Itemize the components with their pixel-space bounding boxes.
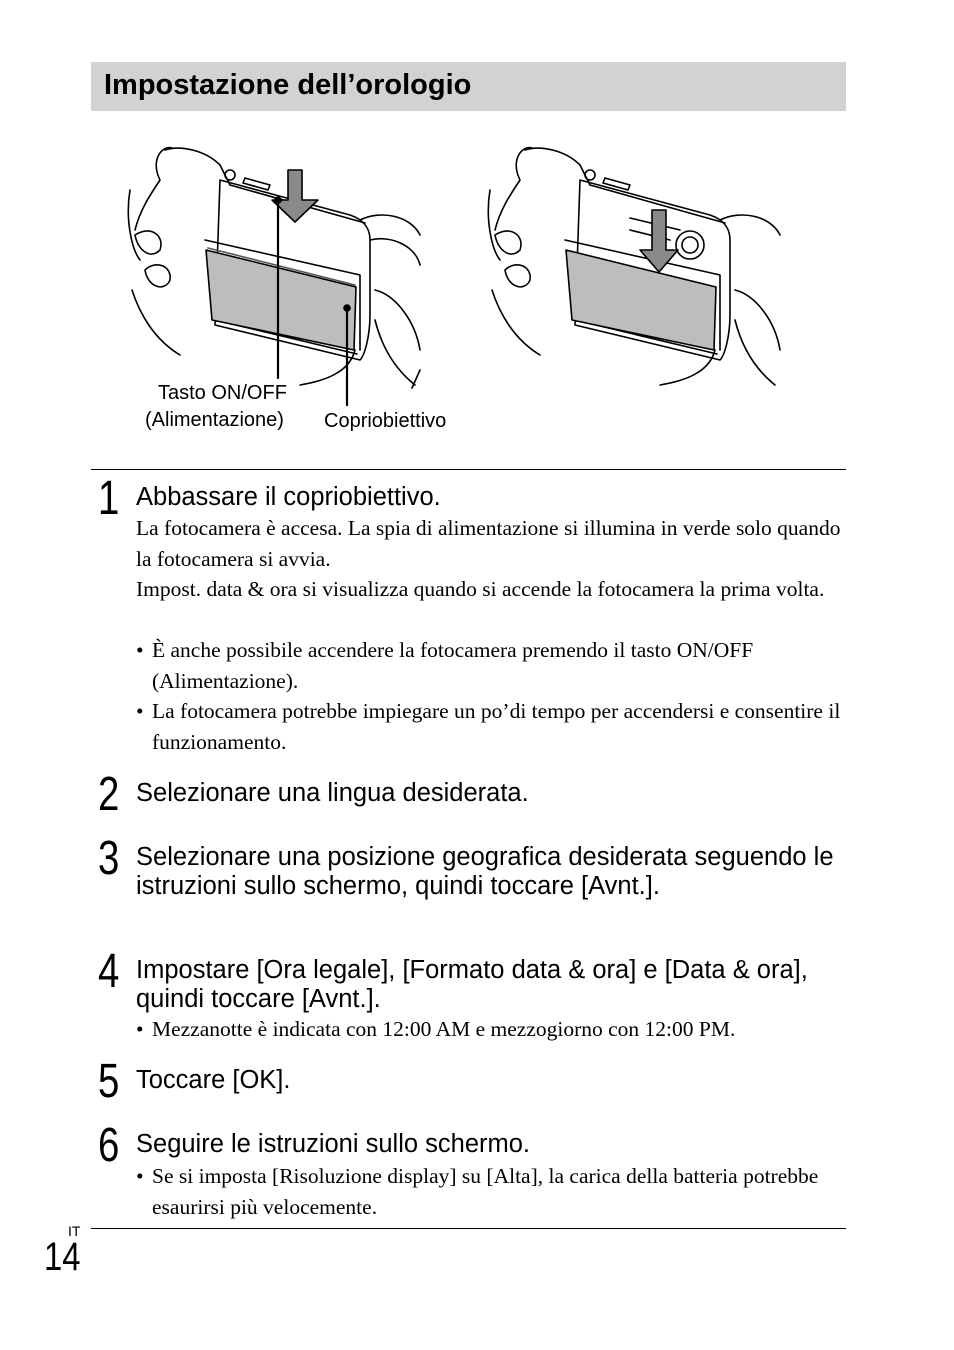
lens-cover-label: Copriobiettivo: [324, 410, 447, 432]
step-title: Seguire le istruzioni sullo schermo.: [136, 1130, 531, 1158]
bullet-text: È anche possibile accendere la fotocamera premendo il tasto ON/OFF (Alimentazione).: [152, 638, 754, 693]
page-number: 14: [44, 1235, 81, 1279]
step-bullet: [136, 696, 851, 757]
divider-top: [91, 469, 846, 470]
bullet-dot: •: [136, 1164, 144, 1188]
bullet-text: Se si imposta [Risoluzione display] su [Alta], la carica della batteria potrebbe esaurirsi più velocemente.: [152, 1164, 819, 1219]
bullet-dot: •: [136, 699, 144, 723]
step-number: 1: [98, 472, 120, 525]
step-number: 5: [98, 1055, 120, 1108]
bullet-text: La fotocamera potrebbe impiegare un po’di tempo per accendersi e consentire il funzionamento.: [152, 699, 841, 754]
step-number: 6: [98, 1119, 120, 1172]
power-button-label: Tasto ON/OFF: [158, 382, 287, 404]
step-paragraph: La fotocamera è accesa. La spia di alimentazione si illumina in verde solo quando la fotocamera si avvia.: [136, 516, 841, 571]
page-language: IT: [68, 1223, 81, 1239]
bullet-dot: •: [136, 638, 144, 662]
step-paragraph: Impost. data & ora si visualizza quando si accende la fotocamera la prima volta.: [136, 577, 825, 601]
step-title: Toccare [OK].: [136, 1066, 291, 1094]
power-button-label-sub: (Alimentazione): [145, 409, 284, 431]
divider-bottom: [91, 1228, 846, 1229]
bullet-text: Mezzanotte è indicata con 12:00 AM e mezzogiorno con 12:00 PM.: [152, 1017, 736, 1041]
step-number: 4: [98, 945, 120, 998]
section-header: [91, 62, 846, 111]
step-number: 2: [98, 768, 120, 821]
step-bullet: [136, 1014, 851, 1045]
step-title: Selezionare una posizione geografica desiderata seguendo le istruzioni sullo schermo, quindi toccare [Avnt.].: [136, 843, 834, 900]
step-bullet: [136, 1161, 851, 1222]
step-title: Impostare [Ora legale], [Formato data & ora] e [Data & ora], quindi toccare [Avnt.].: [136, 956, 808, 1013]
step-title: Selezionare una lingua desiderata.: [136, 779, 529, 807]
bullet-dot: •: [136, 1017, 144, 1041]
step-title: Abbassare il copriobiettivo.: [136, 483, 441, 511]
section-title: Impostazione dell’orologio: [104, 69, 472, 101]
step-bullet: [136, 635, 851, 696]
step-number: 3: [98, 832, 120, 885]
